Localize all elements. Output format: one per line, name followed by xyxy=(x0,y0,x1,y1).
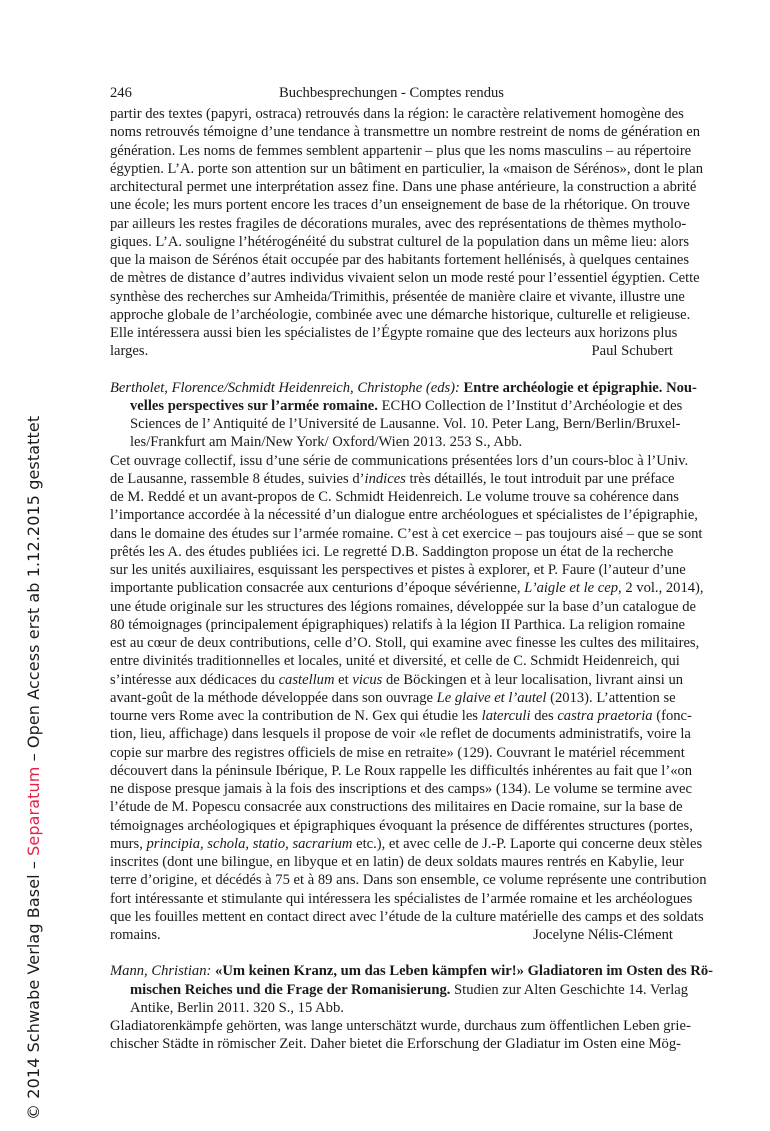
bib-details: ECHO Collection de l’Institut d’Archéologie et des xyxy=(381,397,683,414)
italic-term: castra praetoria xyxy=(557,708,653,724)
text-line: égyptien. L’A. porte son attention sur un bâtiment en particulier, la «maison de Sérénos», dont le plan xyxy=(110,160,704,177)
text-line xyxy=(110,671,684,689)
text-line: une étude originale sur les structures des légions romaines, développée sur la base d’un catalogue de xyxy=(110,598,696,615)
text-line: de M. Reddé et un avant-propos de C. Schmidt Heidenreich. Le volume trouve sa cohérence dans xyxy=(110,489,679,505)
bib-details: Sciences de l’ Antiquité de l’Université de Lausanne. Vol. 10. Peter Lang, Bern/Berlin/Bruxel- xyxy=(130,416,681,432)
bibliographic-entry xyxy=(110,379,697,452)
text-line: fort intéressante et stimulante qui intéressera les spécialistes de l’armée romaine et les archéologues xyxy=(110,890,693,907)
bib-title: mischen Reiches und die Frage der Romanisierung. xyxy=(130,981,451,998)
review-mann xyxy=(110,962,713,1053)
text-run: (2013). L’attention se xyxy=(546,689,676,706)
text-line: tion, lieu, affichage) dans lesquels il propose de voir «le reflet de documents administratifs, voire la xyxy=(110,726,691,743)
bib-line xyxy=(110,981,689,999)
text-line: ne dispose presque jamais à la fois des inscriptions et des camps» (134). Le volume se termine avec xyxy=(110,781,692,797)
text-run: des xyxy=(530,708,558,724)
text-run: avant-goût de la méthode développée dans son ouvrage xyxy=(110,689,437,706)
italic-title: Le glaive et l’autel xyxy=(436,689,547,706)
bib-title: velles perspectives sur l’armée romaine. xyxy=(130,397,378,414)
italic-term: principia xyxy=(146,835,200,852)
text-line xyxy=(110,689,676,707)
bib-title: «Um keinen Kranz, um das Leben kämpfen wir!» Gladiatoren im Osten des Rö- xyxy=(215,963,713,980)
review-body xyxy=(110,1017,691,1054)
signature-line xyxy=(110,926,673,944)
section-gap xyxy=(110,361,673,379)
bib-authors: Mann, Christian: xyxy=(110,963,212,980)
text-line: de mètres de distance d’autres individus vivaient selon un mode resté pour l’essentiel égyptien. Cette xyxy=(110,270,700,287)
text-line: Gladiatorenkämpfe gehörten, was lange unterschätzt wurde, durchaus zum öffentlichen Leben grie- xyxy=(110,1018,691,1034)
text-line: noms retrouvés témoigne d’une tendance à transmettre un nombre restreint de noms de génération en xyxy=(110,124,701,141)
text-run: , xyxy=(245,835,253,852)
text-line: que la maison de Sérénos était occupée par des habitants fortement hellénisés, à quelques centaines xyxy=(110,252,690,268)
text-line: par ailleurs les restes fragiles de décorations murales, avec des représentations de thèmes mytholo- xyxy=(110,215,687,232)
text-line: approche globale de l’archéologie, combinée avec une démarche historique, culturelle et religieuse. xyxy=(110,306,691,323)
text-run: (fonc- xyxy=(652,708,692,724)
italic-term: laterculi xyxy=(481,708,531,724)
italic-term: indices xyxy=(364,470,406,487)
section-gap xyxy=(110,944,673,962)
bib-details: les/Frankfurt am Main/New York/ Oxford/Wien 2013. 253 S., Abb. xyxy=(130,434,523,451)
text-line: témoignages archéologiques et épigraphiques évoquant la présence de différentes structures (portes, xyxy=(110,817,693,834)
text-line xyxy=(110,470,673,488)
text-line: partir des textes (papyri, ostraca) retrouvés dans la région: le caractère relativement homogène des xyxy=(110,106,684,122)
document-page xyxy=(110,84,713,1054)
bib-title: Entre archéologie et épigraphie. Nou- xyxy=(463,379,697,396)
text-run: murs, xyxy=(110,835,147,852)
bibliographic-entry xyxy=(110,962,713,1017)
text-line: giques. L’A. souligne l’hétérogénéité du substrat culturel de la population dans un même lieu: alors xyxy=(110,233,690,250)
text-run: et xyxy=(334,671,353,688)
text-line: Cet ouvrage collectif, issu d’une série de communications présentées lors d’un cours-bloc à l’Univ. xyxy=(110,452,689,469)
text-line xyxy=(110,707,692,725)
text-line: romains. xyxy=(110,927,161,943)
text-line: dans le domaine des études sur l’armée romaine. C’est à cet exercice – pas toujours aisé – que se sont xyxy=(110,525,703,542)
copyright-notice: © 2014 Schwabe Verlag Basel – xyxy=(24,855,43,1120)
bib-details: Studien zur Alten Geschichte 14. Verlag xyxy=(454,981,689,998)
text-run: , xyxy=(285,835,293,852)
copyright-sidebar xyxy=(24,416,43,1120)
review-body xyxy=(110,452,707,945)
review-schubert xyxy=(110,105,704,361)
reviewer-name: Jocelyne Nélis-Clément xyxy=(533,927,673,943)
italic-term: statio xyxy=(252,835,286,852)
text-line: architectural permet une interprétation assez fine. Dans une phase antérieure, la construction a abrité xyxy=(110,179,697,195)
text-run: etc.), et avec celle de J.-P. Laporte qui concerne deux stèles xyxy=(352,835,703,852)
text-line: une école; les murs portent encore les traces d’un enseignement de base de la rhétorique. On trouve xyxy=(110,197,690,214)
text-run: importante publication consacrée aux centurions d’époque sévérienne, xyxy=(110,580,525,597)
text-run: , 2 vol., 2014), xyxy=(618,580,704,597)
text-line: l’importance accordée à la nécessité d’un dialogue entre archéologues et spécialistes de l’épigraphie, xyxy=(110,507,698,524)
text-line: découvert dans la péninsule Ibérique, P. Le Roux rappelle les difficultés inhérentes au fait que l’«on xyxy=(110,762,693,779)
text-line: est au cœur de deux contributions, celle d’O. Stoll, qui examine avec finesse les cultes des militaires, xyxy=(110,635,700,651)
text-line: que les fouilles mettent en contact direct avec l’étude de la culture matérielle des camps et des soldats xyxy=(110,908,704,925)
text-line: 80 témoignages (principalement épigraphiques) relatifs à la légion II Parthica. La religion romaine xyxy=(110,616,686,633)
page-number: 246 xyxy=(110,85,132,101)
text-run: , xyxy=(200,835,208,852)
text-line: l’étude de M. Popescu consacrée aux constructions des militaires en Dacie romaine, sur la base de xyxy=(110,799,683,816)
text-line: inscrites (dont une bilingue, en libyque et en latin) de deux soldats maures rentrés en Kabylie, leur xyxy=(110,854,684,870)
text-line: prêtés les A. des études publiées ici. Le regretté D.B. Saddington propose un état de la recherche xyxy=(110,543,674,560)
text-line: sur les unités auxiliaires, esquissant les perspectives et pistes à explorer, et P. Faure (l’auteur d’une xyxy=(110,562,686,578)
text-line xyxy=(110,835,703,853)
bib-authors: Bertholet, Florence/Schmidt Heidenreich, Christophe (eds): xyxy=(110,379,460,396)
text-run: très détaillés, le tout introduit par une préface xyxy=(405,470,675,487)
text-line: synthèse des recherches sur Amheida/Trimithis, présentée de manière claire et vivante, illustre une xyxy=(110,288,685,305)
signature-line xyxy=(110,342,673,360)
italic-term: vicus xyxy=(352,671,383,688)
running-head-title: Buchbesprechungen - Comptes rendus xyxy=(279,85,504,101)
separatum-label: Separatum xyxy=(24,766,43,856)
text-line: larges. xyxy=(110,343,149,360)
review-bertholet xyxy=(110,379,707,945)
bib-line xyxy=(110,379,697,397)
bib-line xyxy=(110,397,683,415)
italic-term: schola xyxy=(207,835,246,852)
text-line: génération. Les noms de femmes semblent appartenir – plus que les noms masculins – au répertoire xyxy=(110,142,692,159)
text-line: Elle intéressera aussi bien les spécialistes de l’Égypte romaine que des lecteurs aux horizons plus xyxy=(110,325,678,341)
text-line: terre d’origine, et décédés à 75 et à 89 ans. Dans son ensemble, ce volume représente une contribution xyxy=(110,872,707,889)
text-run: de Lausanne, rassemble 8 études, suivies d’ xyxy=(110,470,365,487)
running-head xyxy=(110,84,673,103)
text-line: entre divinités traditionnelles et locales, unité et diversité, et celle de C. Schmidt Heidenreich, qui xyxy=(110,653,680,670)
italic-title: L’aigle et le cep xyxy=(524,580,619,597)
bib-line xyxy=(110,962,713,980)
text-line xyxy=(110,579,704,597)
open-access-notice: – Open Access erst ab 1.12.2015 gestattet xyxy=(24,415,43,767)
reviewer-name: Paul Schubert xyxy=(591,343,673,360)
italic-term: castellum xyxy=(278,671,335,688)
text-run: tourne vers Rome avec la contribution de N. Gex qui étudie les xyxy=(110,708,482,724)
text-run: de Böckingen et à leur localisation, livrant ainsi un xyxy=(382,671,684,688)
bib-details: Antike, Berlin 2011. 320 S., 15 Abb. xyxy=(130,999,344,1016)
italic-term: sacrarium xyxy=(292,835,353,852)
text-line: copie sur marbre des registres officiels de mise en retraite» (129). Couvrant le matériel récemment xyxy=(110,744,685,761)
text-run: s’intéresse aux dédicaces du xyxy=(110,671,279,688)
text-line: chischer Städte in römischer Zeit. Daher bietet die Erforschung der Gladiatur im Osten eine Mög- xyxy=(110,1036,681,1053)
